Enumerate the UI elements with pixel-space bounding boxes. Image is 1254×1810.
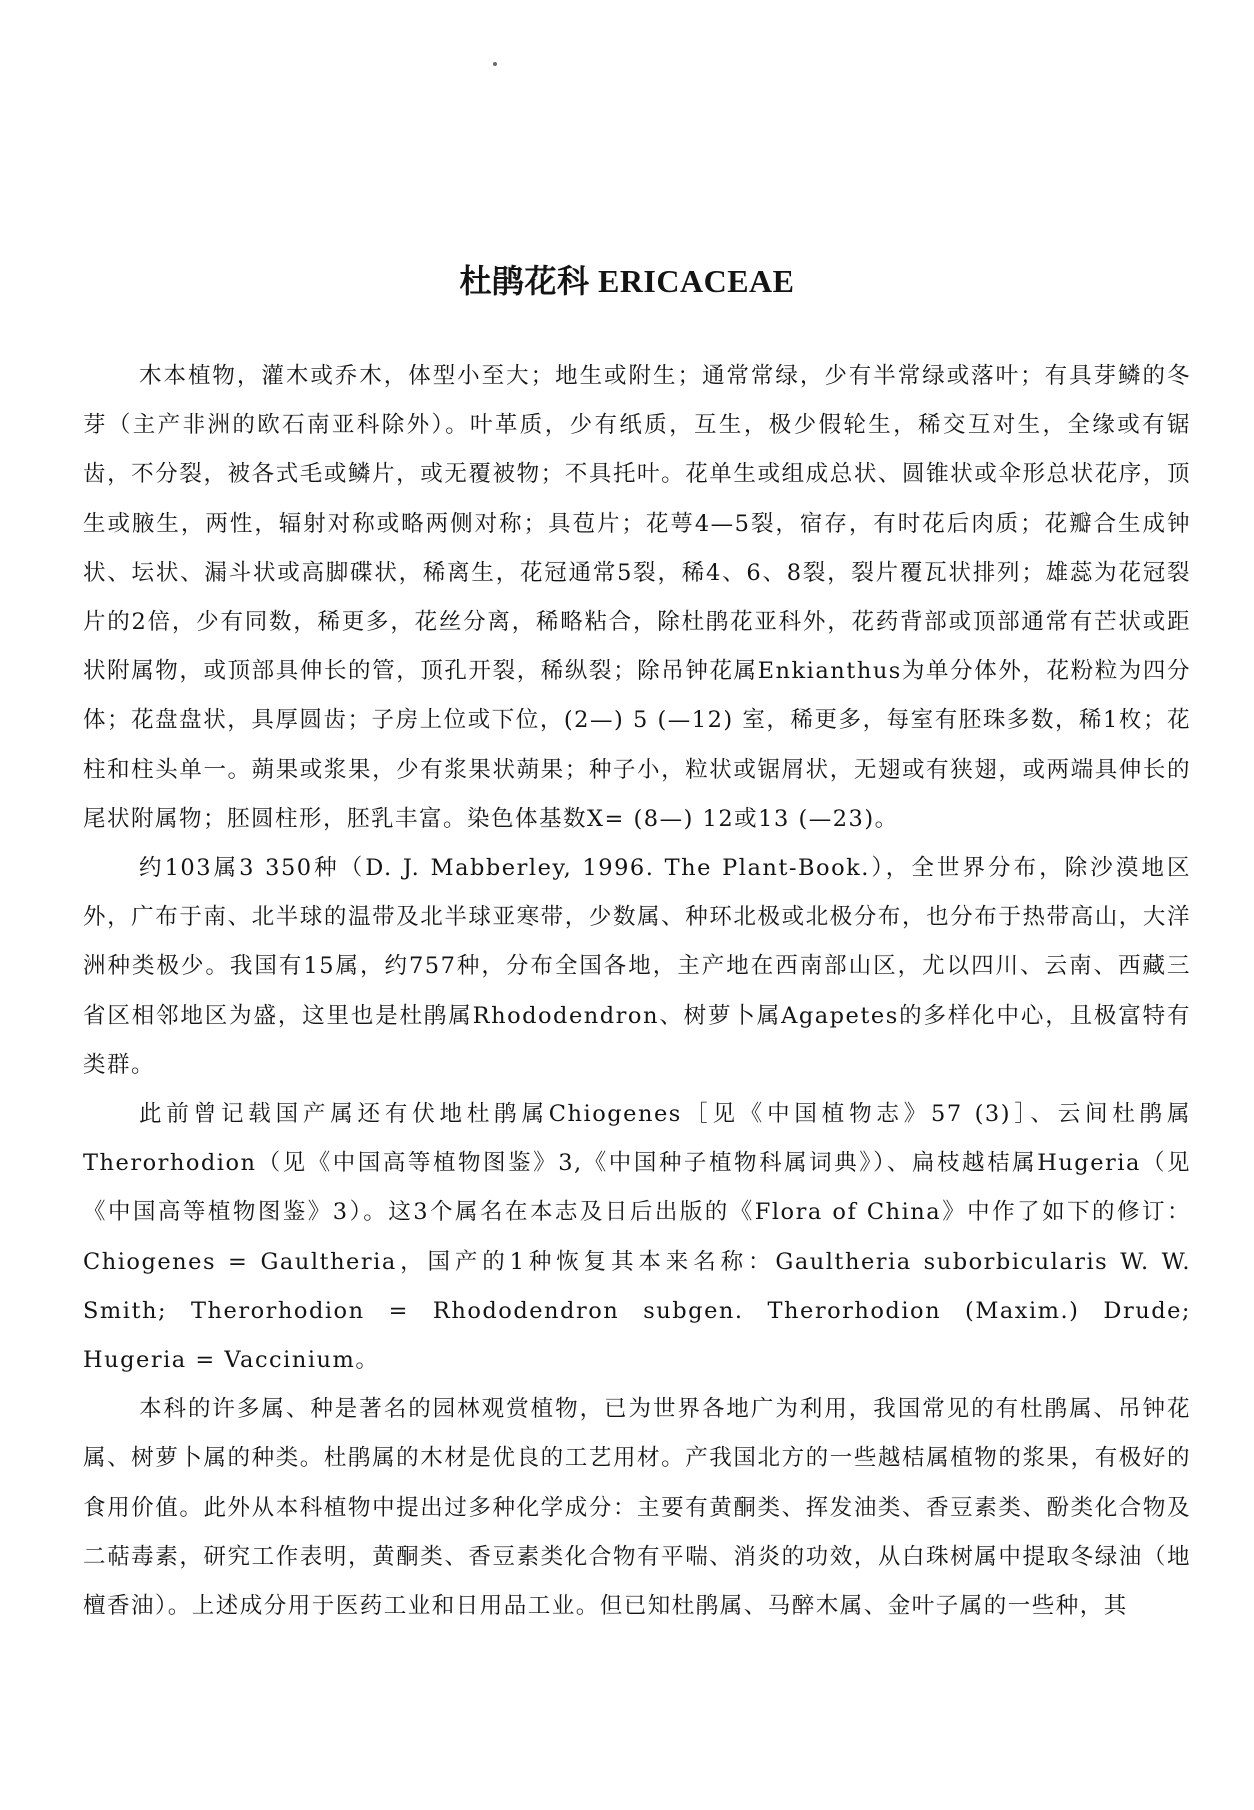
body-text [83, 352, 1191, 1631]
paragraph-morphology: 木本植物，灌木或乔木，体型小至大；地生或附生；通常常绿，少有半常绿或落叶；有具芽鳞的冬芽（主产非洲的欧石南亚科除外）。叶革质，少有纸质，互生，极少假轮生，稀交互对生，全缘或有锯齿，不分裂，被各式毛或鳞片，或无覆被物；不具托叶。花单生或组成总状、圆锥状或伞形总状花序，顶生或腋生，两性，辐射对称或略两侧对称；具苞片；花萼4—5裂，宿存，有时花后肉质；花瓣合生成钟状、坛状、漏斗状或高脚碟状，稀离生，花冠通常5裂，稀4、6、8裂，裂片覆瓦状排列；雄蕊为花冠裂片的2倍，少有同数，稀更多，花丝分离，稀略粘合，除杜鹃花亚科外，花药背部或顶部通常有芒状或距状附属物，或顶部具伸长的管，顶孔开裂，稀纵裂；除吊钟花属Enkianthus为单分体外，花粉粒为四分体；花盘盘状，具厚圆齿；子房上位或下位，(2—) 5 (—12) 室，稀更多，每室有胚珠多数，稀1枚；花柱和柱头单一。蒴果或浆果，少有浆果状蒴果；种子小，粒状或锯屑状，无翅或有狭翅，或两端具伸长的尾状附属物；胚圆柱形，胚乳丰富。染色体基数X= (8—) 12或13 (—23)。 [83, 363, 1191, 832]
scan-speck [493, 62, 497, 66]
paragraph-uses: 本科的许多属、种是著名的园林观赏植物，已为世界各地广为利用，我国常见的有杜鹃属、吊钟花属、树萝卜属的种类。杜鹃属的木材是优良的工艺用材。产我国北方的一些越桔属植物的浆果，有极好的食用价值。此外从本科植物中提出过多种化学成分：主要有黄酮类、挥发油类、香豆素类、酚类化合物及二萜毒素，研究工作表明，黄酮类、香豆素类化合物有平喘、消炎的功效，从白珠树属中提取冬绿油（地檀香油）。上述成分用于医药工业和日用品工业。但已知杜鹃属、马醉木属、金叶子属的一些种，其 [83, 1396, 1191, 1620]
paragraph-distribution: 约103属3 350种（D. J. Mabberley, 1996. The Plant-Book.），全世界分布，除沙漠地区外，广布于南、北半球的温带及北半球亚寒带，少数属、种环北极或北极分布，也分布于热带高山，大洋洲种类极少。我国有15属，约757种，分布全国各地，主产地在西南部山区，尤以四川、云南、西藏三省区相邻地区为盛，这里也是杜鹃属Rhododendron、树萝卜属Agapetes的多样化中心，且极富特有类群。 [83, 855, 1191, 1078]
family-title: 杜鹃花科 ERICACEAE [459, 263, 795, 299]
paragraph-taxonomy-notes: 此前曾记载国产属还有伏地杜鹃属Chiogenes［见《中国植物志》57 (3)］、云间杜鹃属Therorhodion（见《中国高等植物图鉴》3,《中国种子植物科属词典》）、扁枝越桔属Hugeria（见《中国高等植物图鉴》3）。这3个属名在本志及日后出版的《Flora of China》中作了如下的修订：Chiogenes = Gaultheria，国产的1种恢复其本来名称：Gaultheria suborbicularis W. W. Smith; Therorhodion = Rhododendron subgen. Therorhodion (Maxim.) Drude; Hugeria = Vaccinium。 [83, 1101, 1191, 1374]
